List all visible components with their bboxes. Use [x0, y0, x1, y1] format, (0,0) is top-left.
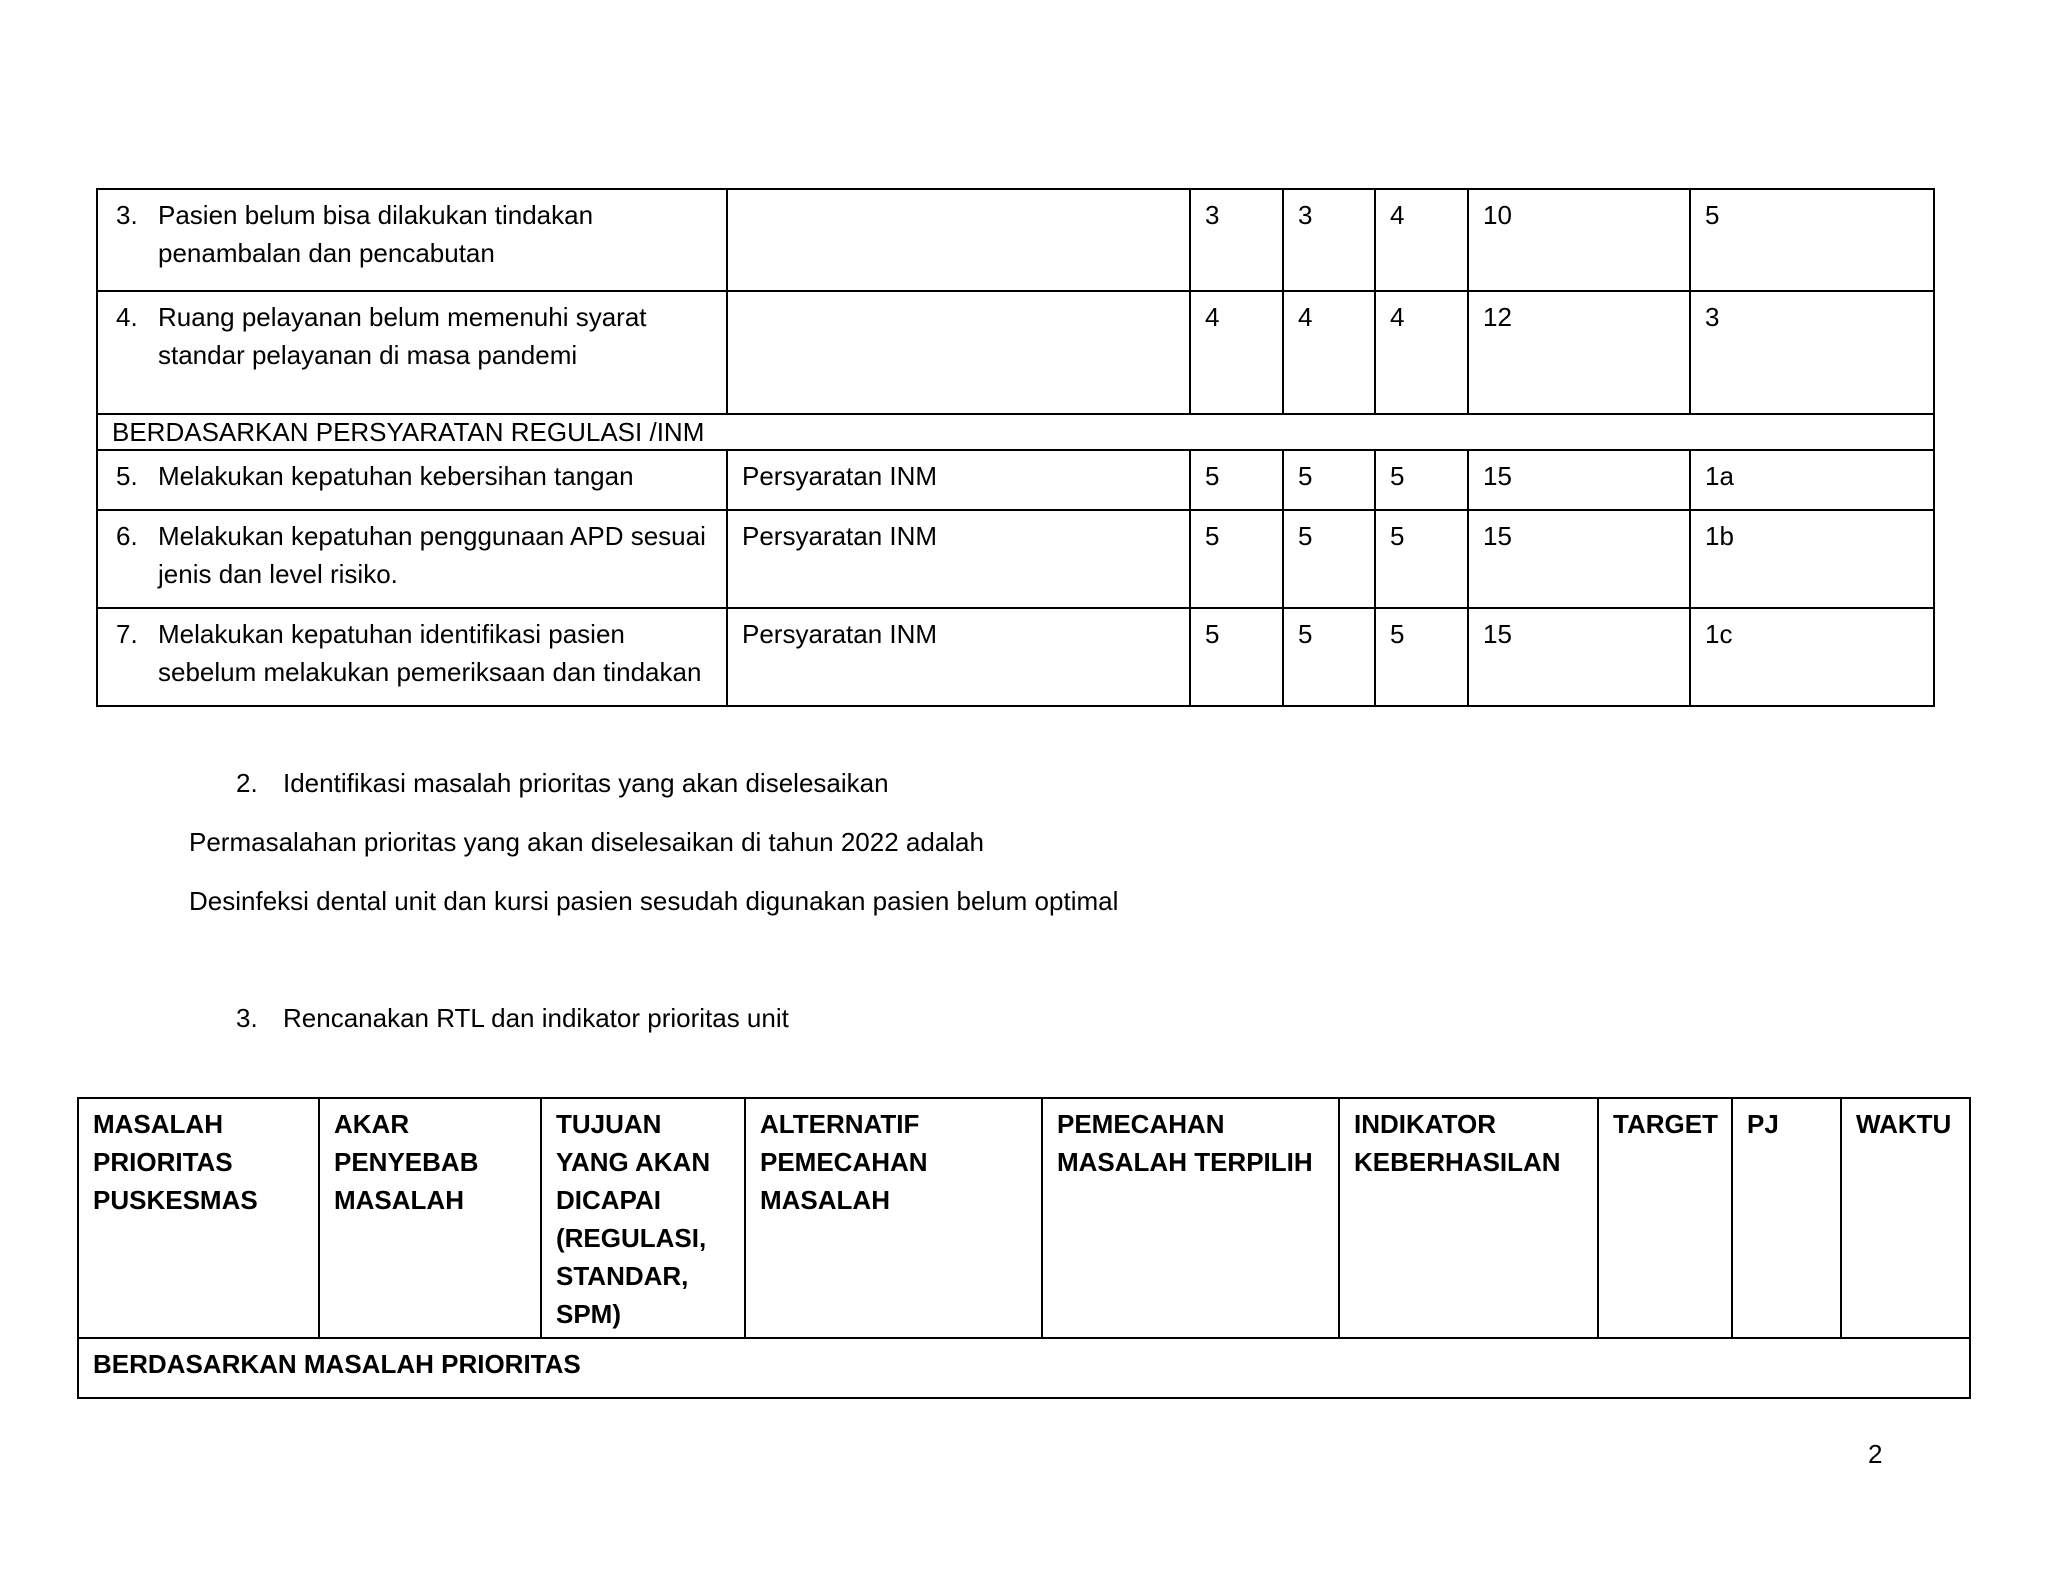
score-cell: 3 [1283, 189, 1375, 291]
total-cell: 12 [1468, 291, 1690, 414]
problem-text: Melakukan kepatuhan identifikasi pasien sebelum melakukan pemeriksaan dan tindakan [158, 619, 702, 687]
source-cell: Persyaratan INM [727, 608, 1190, 706]
score-cell: 3 [1190, 189, 1283, 291]
rtl-plan-table [77, 1097, 1971, 1399]
score-cell: 4 [1190, 291, 1283, 414]
item-number: 4. [116, 302, 138, 332]
score-cell: 5 [1190, 450, 1283, 510]
score-cell: 4 [1283, 291, 1375, 414]
table-row [97, 189, 1934, 291]
problem-cell [97, 291, 727, 414]
heading-text: Rencanakan RTL dan indikator prioritas unit [283, 1003, 789, 1033]
table-row [97, 608, 1934, 706]
total-cell: 10 [1468, 189, 1690, 291]
section3-heading [236, 999, 789, 1037]
score-cell: 5 [1375, 510, 1468, 608]
problem-text: Pasien belum bisa dilakukan tindakan penambalan dan pencabutan [158, 200, 594, 268]
item-number: 6. [116, 521, 138, 551]
column-header: AKAR PENYEBAB MASALAH [319, 1098, 541, 1338]
item-number: 7. [116, 619, 138, 649]
score-cell: 5 [1190, 608, 1283, 706]
column-header: PJ [1732, 1098, 1841, 1338]
table-row [97, 450, 1934, 510]
score-cell: 5 [1375, 450, 1468, 510]
score-cell: 5 [1283, 450, 1375, 510]
section-label: BERDASARKAN MASALAH PRIORITAS [78, 1338, 1970, 1398]
item-number: 5. [116, 461, 138, 491]
problem-text: Melakukan kepatuhan kebersihan tangan [158, 461, 634, 491]
problem-text: Melakukan kepatuhan penggunaan APD sesuai jenis dan level risiko. [158, 521, 706, 589]
column-header: TARGET [1598, 1098, 1732, 1338]
score-cell: 4 [1375, 189, 1468, 291]
header-row [78, 1098, 1970, 1338]
priority-cell: 3 [1690, 291, 1934, 414]
list-number: 3. [236, 1003, 258, 1033]
section-row [97, 414, 1934, 450]
priority-cell: 5 [1690, 189, 1934, 291]
column-header: TUJUAN YANG AKAN DICAPAI (REGULASI, STANDAR, SPM) [541, 1098, 745, 1338]
priority-cell: 1c [1690, 608, 1934, 706]
heading-text: Identifikasi masalah prioritas yang akan diselesaikan [283, 768, 889, 798]
problem-cell [97, 510, 727, 608]
priority-cell: 1a [1690, 450, 1934, 510]
table-row [97, 510, 1934, 608]
list-number: 2. [236, 768, 258, 798]
column-header: ALTERNATIF PEMECAHAN MASALAH [745, 1098, 1042, 1338]
section-label: BERDASARKAN PERSYARATAN REGULASI /INM [97, 414, 1934, 450]
problem-cell [97, 450, 727, 510]
total-cell: 15 [1468, 450, 1690, 510]
score-cell: 5 [1283, 608, 1375, 706]
source-cell: Persyaratan INM [727, 510, 1190, 608]
score-cell: 5 [1190, 510, 1283, 608]
section-row [78, 1338, 1970, 1398]
priority-cell: 1b [1690, 510, 1934, 608]
section2-paragraph-1: Permasalahan prioritas yang akan diselesaikan di tahun 2022 adalah [189, 827, 984, 857]
column-header: WAKTU [1841, 1098, 1970, 1338]
priority-scoring-table [96, 188, 1935, 707]
section2-paragraph-2: Desinfeksi dental unit dan kursi pasien sesudah digunakan pasien belum optimal [189, 886, 1119, 916]
source-cell [727, 291, 1190, 414]
score-cell: 5 [1375, 608, 1468, 706]
total-cell: 15 [1468, 510, 1690, 608]
source-cell: Persyaratan INM [727, 450, 1190, 510]
column-header: MASALAH PRIORITAS PUSKESMAS [78, 1098, 319, 1338]
score-cell: 5 [1283, 510, 1375, 608]
table-row [97, 291, 1934, 414]
problem-cell [97, 189, 727, 291]
section2-heading [236, 764, 889, 802]
item-number: 3. [116, 200, 138, 230]
column-header: PEMECAHAN MASALAH TERPILIH [1042, 1098, 1339, 1338]
problem-cell [97, 608, 727, 706]
total-cell: 15 [1468, 608, 1690, 706]
problem-text: Ruang pelayanan belum memenuhi syarat standar pelayanan di masa pandemi [158, 302, 647, 370]
column-header: INDIKATOR KEBERHASILAN [1339, 1098, 1598, 1338]
score-cell: 4 [1375, 291, 1468, 414]
source-cell [727, 189, 1190, 291]
page-number: 2 [1868, 1439, 1883, 1469]
